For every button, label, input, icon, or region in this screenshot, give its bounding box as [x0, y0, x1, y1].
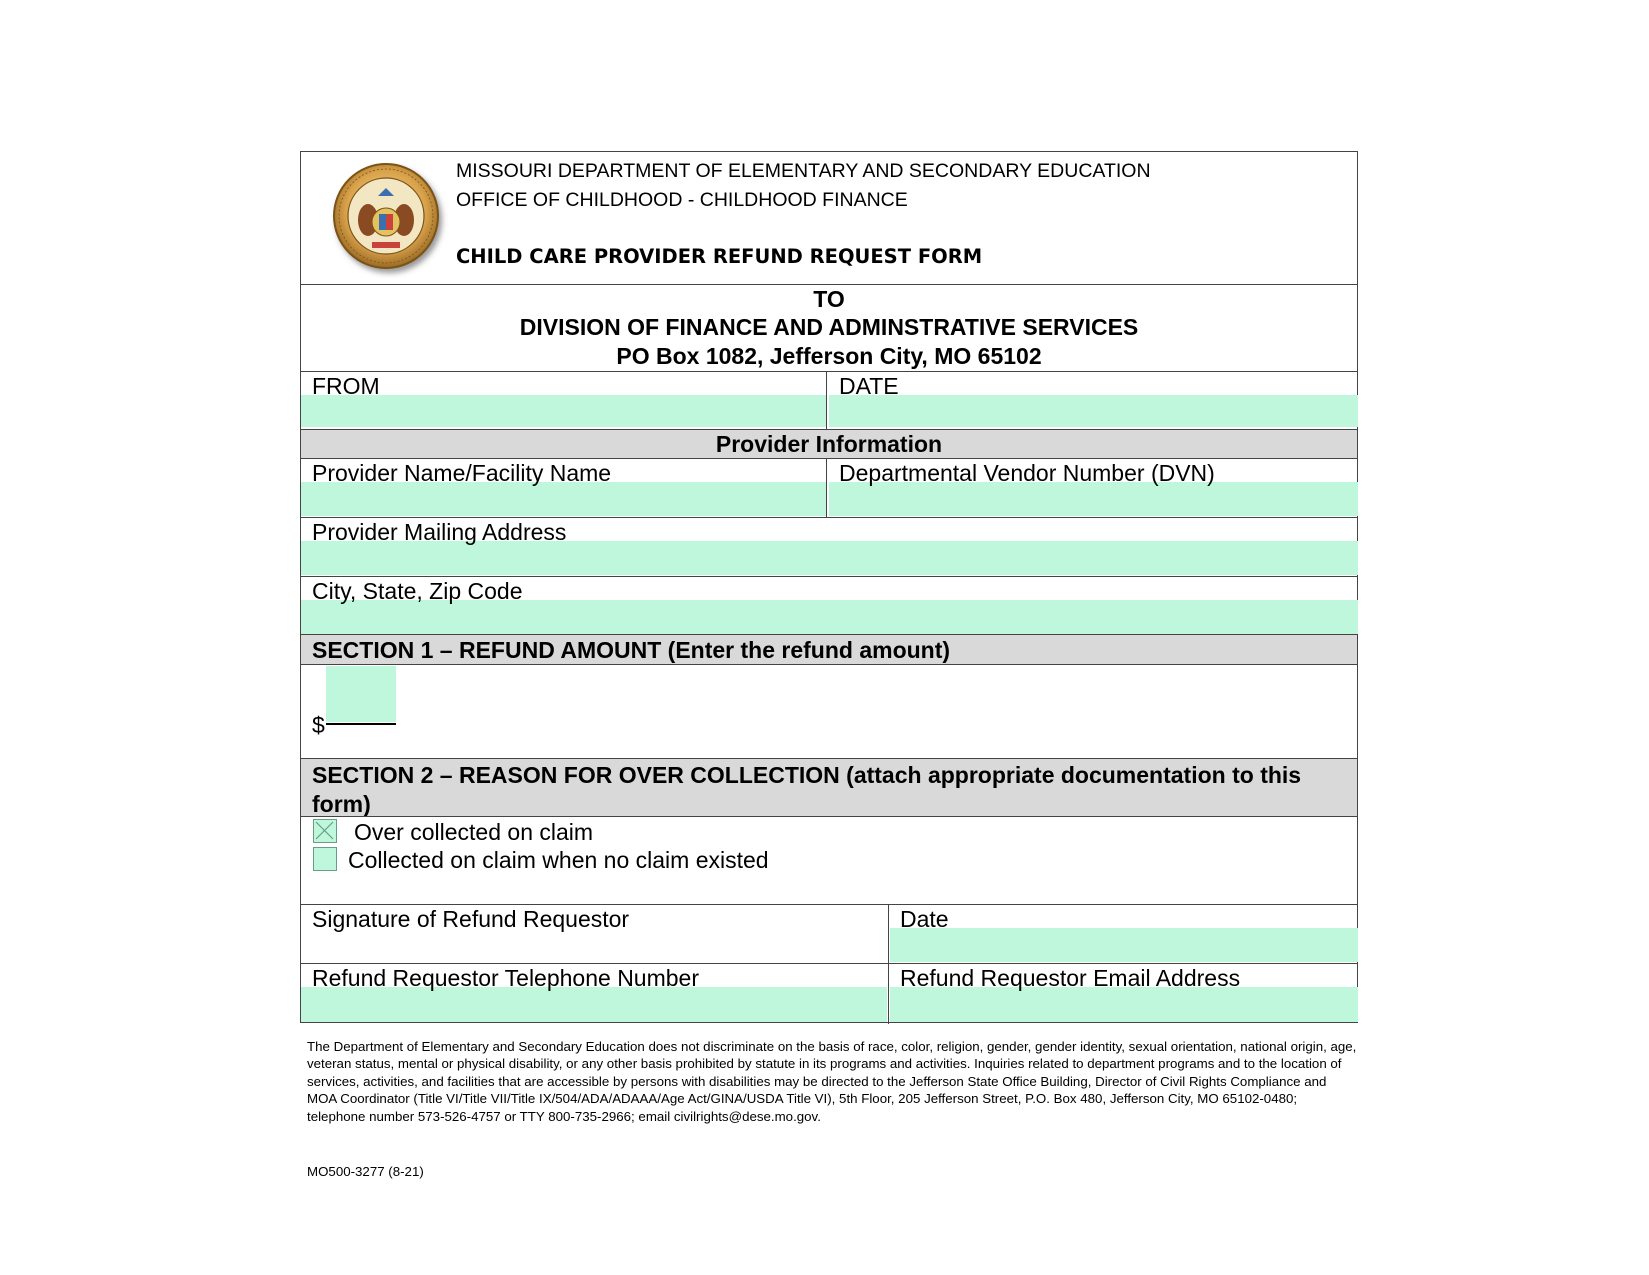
state-seal-icon	[328, 158, 448, 278]
currency-symbol: $	[312, 712, 325, 738]
date-field[interactable]	[829, 395, 1358, 427]
over-collected-checkbox[interactable]	[313, 819, 337, 843]
no-claim-checkbox[interactable]	[313, 847, 337, 871]
refund-amount-field[interactable]	[326, 666, 396, 722]
section1-heading: SECTION 1 – REFUND AMOUNT (Enter the refund amount)	[312, 637, 951, 663]
email-field[interactable]	[890, 987, 1358, 1022]
over-collected-label: Over collected on claim	[354, 819, 594, 845]
signature-label: Signature of Refund Requestor	[312, 906, 630, 932]
provider-info-heading: Provider Information	[715, 431, 943, 457]
refund-request-form	[300, 151, 1358, 1023]
mailing-address-field[interactable]	[301, 541, 1358, 575]
from-label: FROM	[312, 373, 380, 399]
phone-label: Refund Requestor Telephone Number	[312, 965, 699, 991]
division-address: PO Box 1082, Jefferson City, MO 65102	[616, 343, 1042, 369]
city-state-zip-field[interactable]	[301, 600, 1358, 634]
provider-name-label: Provider Name/Facility Name	[312, 460, 612, 486]
form-header	[301, 152, 1357, 284]
phone-field[interactable]	[301, 987, 887, 1022]
to-label: TO	[813, 286, 845, 312]
section2-heading-text: SECTION 2 – REASON FOR OVER COLLECTION (attach appropriate documentation to this form)	[312, 762, 1302, 817]
checkbox-x-icon	[314, 820, 335, 841]
no-claim-label: Collected on claim when no claim existed	[348, 847, 769, 873]
department-name: MISSOURI DEPARTMENT OF ELEMENTARY AND SECONDARY EDUCATION	[456, 160, 1151, 182]
city-state-zip-label: City, State, Zip Code	[312, 578, 523, 604]
form-title: CHILD CARE PROVIDER REFUND REQUEST FORM	[456, 245, 983, 268]
signature-date-field[interactable]	[890, 928, 1358, 962]
division-name: DIVISION OF FINANCE AND ADMINSTRATIVE SERVICES	[519, 314, 1139, 340]
nondiscrimination-notice: The Department of Elementary and Secondary Education does not discriminate on the basis of race, color, religion, gender, gender identity, sexual orientation, national origin, age, veteran status, mental or physical disability, or any other basis prohibited by statute in its programs and activities. Inquiries related to department programs and to the location of services, activities, and facilities that are accessible by persons with disabilities may be directed to the Jefferson State Office Building, Director of Civil Rights Compliance and MOA Coordinator (Title VI/Title VII/Title IX/504/ADA/ADAAA/Age Act/GINA/USDA Title VI), 5th Floor, 205 Jefferson Street, P.O. Box 480, Jefferson City, MO 65102-0480; telephone number 573-526-4757 or TTY 800-735-2966; email civilrights@dese.mo.gov.	[307, 1039, 1357, 1124]
from-field[interactable]	[301, 395, 826, 427]
section2-heading	[312, 761, 1347, 819]
office-name: OFFICE OF CHILDHOOD - CHILDHOOD FINANCE	[456, 189, 908, 211]
refund-amount-underline	[326, 723, 396, 725]
provider-name-field[interactable]	[301, 482, 826, 516]
dvn-field[interactable]	[829, 482, 1358, 516]
signature-date-label: Date	[900, 906, 949, 932]
dvn-label: Departmental Vendor Number (DVN)	[839, 460, 1215, 486]
date-label: DATE	[839, 373, 899, 399]
mailing-address-label: Provider Mailing Address	[312, 519, 567, 545]
form-number: MO500-3277 (8-21)	[307, 1164, 424, 1179]
email-label: Refund Requestor Email Address	[900, 965, 1241, 991]
